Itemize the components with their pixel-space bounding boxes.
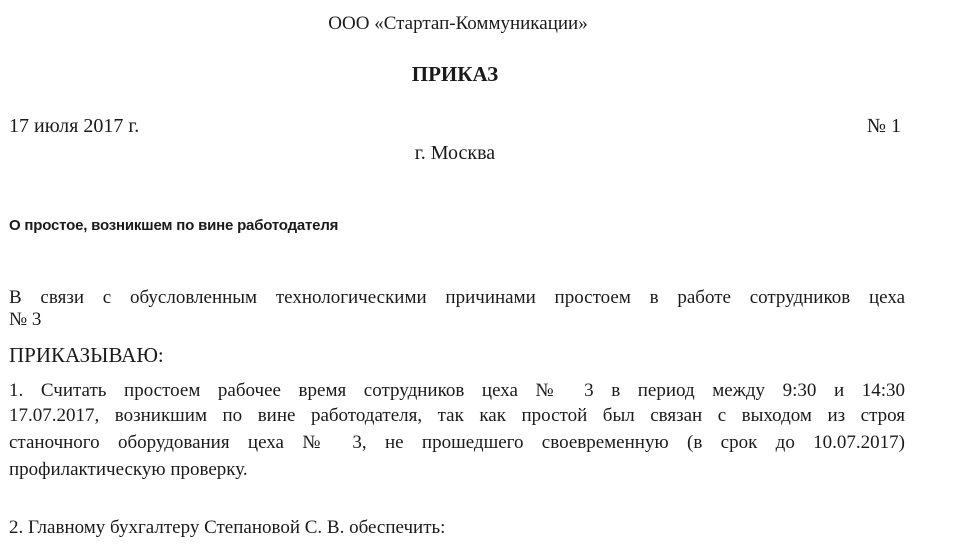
order-heading: ПРИКАЗЫВАЮ: [9,343,164,367]
preamble-line-2: № 3 [9,309,42,330]
item-1-line-2: 17.07.2017, возникшим по вине работодателя, так как простой был связан с выходом из строя [9,405,905,426]
item-1-line-3: станочного оборудования цеха № 3, не прошедшего своевременную (в срок до 10.07.2017) [9,432,905,453]
document-subject: О простое, возникшем по вине работодателя [9,217,339,234]
preamble-line-1: В связи с обусловленным технологическими причинами простоем в работе сотрудников цеха [9,287,905,308]
document-title: ПРИКАЗ [411,62,499,86]
document-date: 17 июля 2017 г. [9,115,140,137]
document-city: г. Москва [414,142,496,164]
item-1-line-1: 1. Считать простоем рабочее время сотрудников цеха № 3 в период между 9:30 и 14:30 [9,380,905,401]
organization-name: ООО «Стартап-Коммуникации» [328,13,588,34]
item-2-line-1: 2. Главному бухгалтеру Степановой С. В. обеспечить: [9,517,446,538]
item-1-line-4: профилактическую проверку. [9,459,248,480]
document-number: № 1 [866,115,901,137]
